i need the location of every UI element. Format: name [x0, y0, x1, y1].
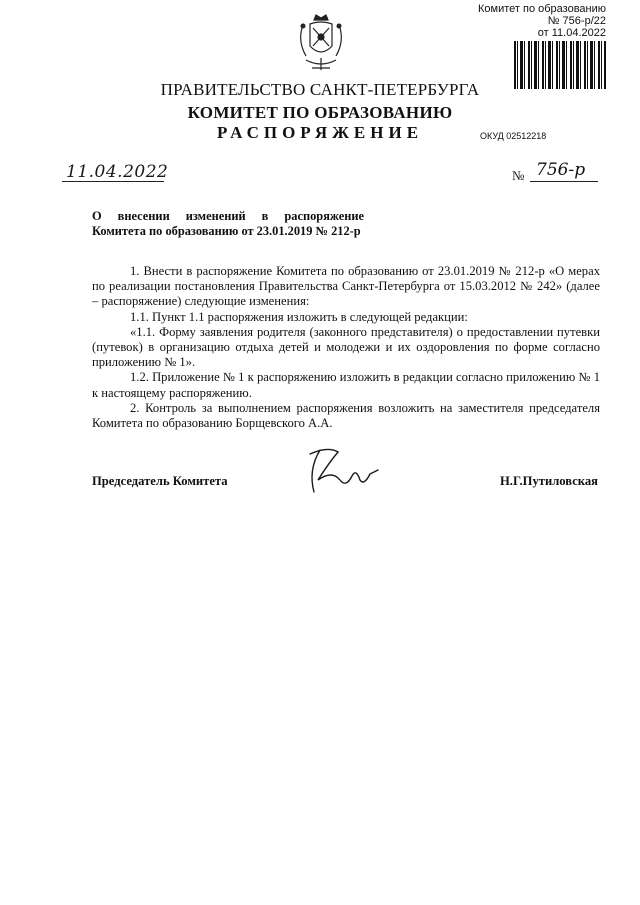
stamp-org: Комитет по образованию: [478, 3, 606, 15]
paragraph-1: 1. Внести в распоряжение Комитета по образованию от 23.01.2019 № 212-р «О мерах по реализации постановления Правительства Санкт-Петербурга от 15.03.2012 № 242» (далее – распоряжение) следующие изменения:: [92, 264, 600, 309]
document-type-title: РАСПОРЯЖЕНИЕ: [216, 123, 424, 142]
committee-title: КОМИТЕТ ПО ОБРАЗОВАНИЮ: [187, 103, 453, 122]
signatory-title: Председатель Комитета: [92, 474, 228, 488]
document-subject: О внесении изменений в распоряжение Комитета по образованию от 23.01.2019 № 212-р: [92, 209, 364, 238]
coat-of-arms-icon: [296, 12, 346, 74]
stamp-date: от 11.04.2022: [537, 27, 606, 39]
signatory-name: Н.Г.Путиловская: [500, 474, 598, 488]
paragraph-1-1: 1.1. Пункт 1.1 распоряжения изложить в следующей редакции:: [130, 309, 468, 324]
document-number: 756-р: [536, 160, 586, 180]
stamp-number: № 756-р/22: [547, 15, 606, 27]
paragraph-1-2: 1.2. Приложение № 1 к распоряжению изложить в редакции согласно приложению № 1 к настоящему распоряжению.: [92, 370, 600, 400]
paragraph-2: 2. Контроль за выполнением распоряжения возложить на заместителя председателя Комитета по образованию Борщевского А.А.: [92, 400, 600, 431]
paragraph-1-1-text: «1.1. Форму заявления родителя (законного представителя) о предоставлении путевки (путевок) в организацию отдыха детей и молодежи и их оздоровления по форме согласно приложению № 1».: [92, 324, 600, 370]
okud-code: ОКУД 02512218: [480, 131, 547, 141]
document-body: [92, 264, 600, 431]
number-sign: №: [512, 168, 525, 183]
government-title: ПРАВИТЕЛЬСТВО САНКТ-ПЕТЕРБУРГА: [160, 80, 480, 99]
handwritten-signature: [298, 440, 388, 502]
document-date: 11.04.2022: [66, 162, 169, 182]
registration-stamp: [478, 3, 606, 89]
